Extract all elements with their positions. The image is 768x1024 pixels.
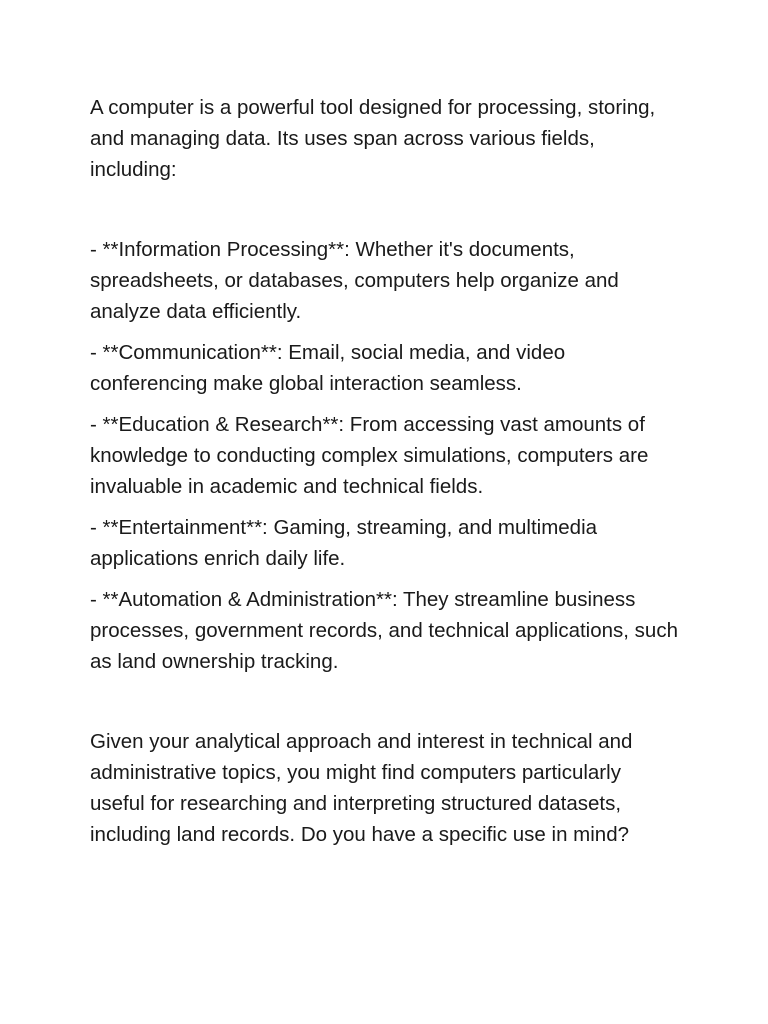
closing-paragraph: Given your analytical approach and interest in technical and administrative topics, you might find computers particularly useful for researching and interpreting structured datasets, including land records. Do you have a specific use in mind?: [90, 730, 633, 846]
bullet-education-research: - **Education & Research**: From accessing vast amounts of knowledge to conducting complex simulations, computers are invaluable in academic and technical fields.: [90, 413, 649, 498]
bullet-automation-administration: - **Automation & Administration**: They streamline business processes, government records, and technical applications, such as land ownership tracking.: [90, 588, 678, 673]
bullet-entertainment: - **Entertainment**: Gaming, streaming, and multimedia applications enrich daily life.: [90, 516, 598, 570]
bullet-communication: - **Communication**: Email, social media, and video conferencing make global interaction seamless.: [90, 341, 566, 395]
document-body: [90, 92, 680, 850]
intro-paragraph: A computer is a powerful tool designed for processing, storing, and managing data. Its uses span across various fields, including:: [90, 96, 656, 181]
bullet-information-processing: - **Information Processing**: Whether it's documents, spreadsheets, or databases, computers help organize and analyze data efficiently.: [90, 238, 619, 323]
